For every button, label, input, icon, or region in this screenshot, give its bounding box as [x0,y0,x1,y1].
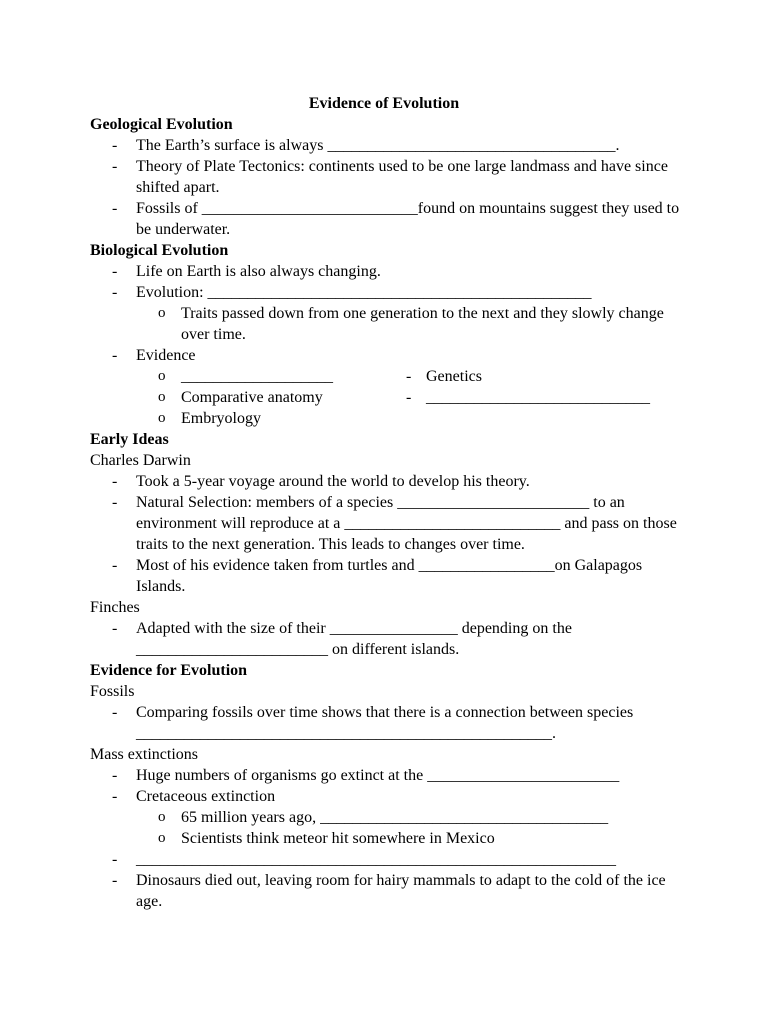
list-item: - Most of his evidence taken from turtles and _________________on Galapagos Islands. [90,555,690,597]
list-item: - The Earth’s surface is always ____________________________________. [90,135,690,156]
list-item: - Theory of Plate Tectonics: continents used to be one large landmass and have since shifted apart. [90,156,690,198]
worksheet-content [90,114,690,912]
section-heading-geological: Geological Evolution [90,116,233,133]
section-heading-evidence: Evidence for Evolution [90,662,248,679]
list-item: - Adapted with the size of their ________________ depending on the ________________________ on different islands. [90,618,690,660]
sub-list-item: o 65 million years ago, ____________________________________ [90,807,690,828]
list-item: - Life on Earth is also always changing. [90,261,690,282]
sub-list-item: o Comparative anatomy [90,387,481,408]
subheading-mass-extinctions: Mass extinctions [90,746,198,763]
section-heading-biological: Biological Evolution [90,242,229,259]
subheading-charles-darwin: Charles Darwin [90,452,191,469]
evidence-row [90,366,690,387]
sub-list-item: o Embryology [90,408,481,429]
subheading-finches: Finches [90,599,140,616]
list-item: - Cretaceous extinction [90,786,690,807]
list-item: - Took a 5-year voyage around the world to develop his theory. [90,471,690,492]
evidence-row [90,387,690,408]
list-item: - Genetics [406,366,482,387]
section-heading-early-ideas: Early Ideas [90,431,169,448]
subheading-fossils: Fossils [90,683,135,700]
list-item: - Evolution: ________________________________________________ [90,282,690,303]
list-item: - Comparing fossils over time shows that there is a connection between species ____________________________________________________. [90,702,690,744]
list-item: - ____________________________________________________________ [90,849,690,870]
sub-list-item: o Traits passed down from one generation to the next and they slowly change over time. [90,303,690,345]
list-item: - Natural Selection: members of a species ________________________ to an environment will reproduce at a ___________________________ and pass on those traits to the next generation. This leads to changes over time. [90,492,690,555]
list-item: - Evidence [90,345,690,366]
list-item: - Fossils of ___________________________found on mountains suggest they used to be underwater. [90,198,690,240]
page-title: Evidence of Evolution [308,95,460,112]
sub-list-item: o ___________________ [90,366,481,387]
list-item: - Dinosaurs died out, leaving room for hairy mammals to adapt to the cold of the ice age. [90,870,690,912]
sub-list-item: o Scientists think meteor hit somewhere in Mexico [90,828,690,849]
list-item: - Huge numbers of organisms go extinct at the ________________________ [90,765,690,786]
evidence-row [90,408,690,429]
list-item: - ____________________________ [406,387,650,408]
